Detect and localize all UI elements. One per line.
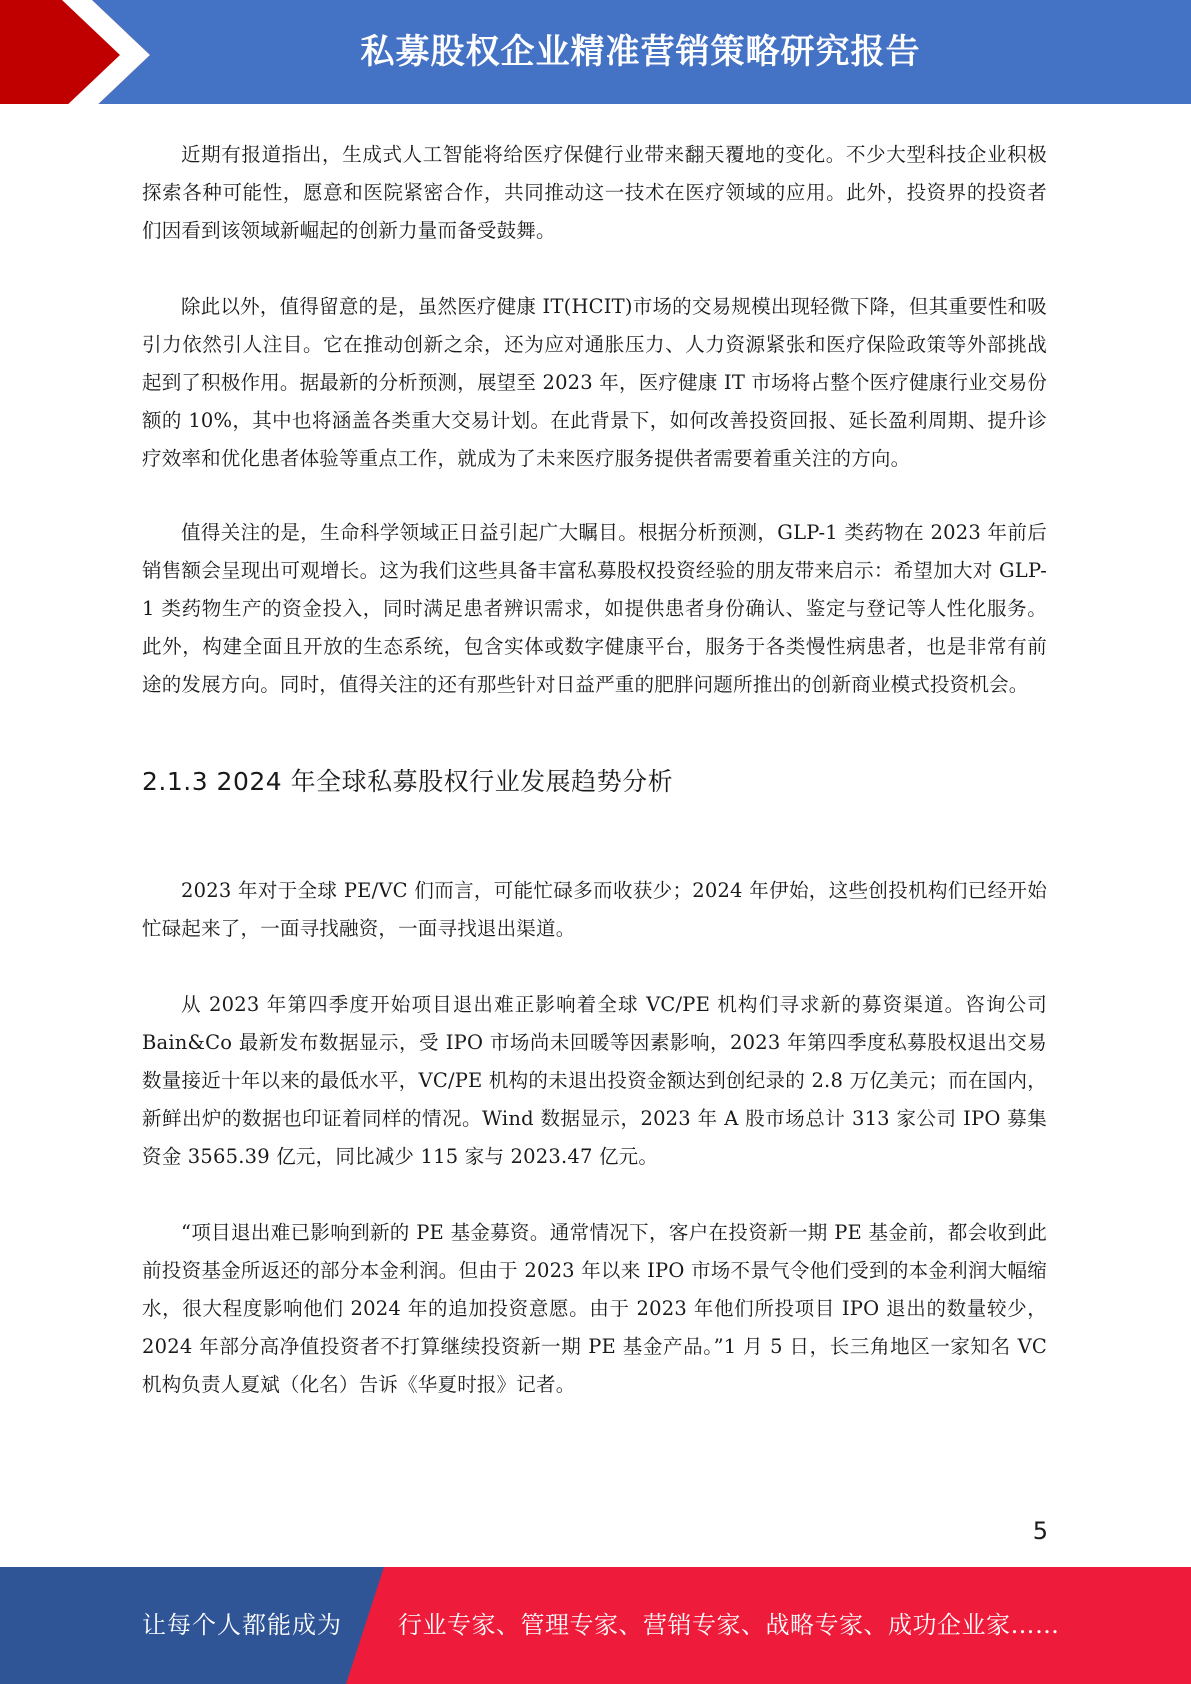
paragraph-quote: “项目退出难已影响到新的 PE 基金募资。通常情况下，客户在投资新一期 PE 基金前，都会收到此前投资基金所返还的部分本金利润。但由于 2023 年以来 IPO 市场不景气令他们受到的本金利润大幅缩水，很大程度影响他们 2024 年的追加投资意愿。由于 2023 年他们所投项目 IPO 退出的数量较少，2024 年部分高净值投资者不打算继续投资新一期 PE 基金产品。”1 月 5 日，长三角地区一家知名 VC 机构负责人夏斌（化名）告诉《华夏时报》记者。 (142, 1221, 1047, 1396)
paragraph-life-sciences: 值得关注的是，生命科学领域正日益引起广大瞩目。根据分析预测，GLP-1 类药物在 2023 年前后销售额会呈现出可观增长。这为我们这些具备丰富私募股权投资经验的朋友带来启示：希望加大对 GLP-1 类药物生产的资金投入，同时满足患者辨识需求，如提供患者身份确认、鉴定与登记等人性化服务。此外，构建全面且开放的生态系统，包含实体或数字健康平台，服务于各类慢性病患者，也是非常有前途的发展方向。同时，值得关注的还有那些针对日益严重的肥胖问题所推出的创新商业模式投资机会。 (142, 521, 1047, 696)
footer-slogan-left: 让每个人都能成为 (142, 1611, 342, 1639)
header-banner (0, 0, 1191, 110)
report-title: 私募股权企业精准营销策略研究报告 (360, 32, 921, 72)
paragraph-hcit-market: 除此以外，值得留意的是，虽然医疗健康 IT(HCIT)市场的交易规模出现轻微下降，但其重要性和吸引力依然引人注目。它在推动创新之余，还为应对通胀压力、人力资源紧张和医疗保险政策等外部挑战起到了积极作用。据最新的分析预测，展望至 2023 年，医疗健康 IT 市场将占整个医疗健康行业交易份额的 10%，其中也将涵盖各类重大交易计划。在此背景下，如何改善投资回报、延长盈利周期、提升诊疗效率和优化患者体验等重点工作，就成为了未来医疗服务提供者需要着重关注的方向。 (142, 295, 1047, 470)
paragraph-exit-difficulty: 从 2023 年第四季度开始项目退出难正影响着全球 VC/PE 机构们寻求新的募资渠道。咨询公司 Bain&Co 最新发布数据显示，受 IPO 市场尚未回暖等因素影响，2023 年第四季度私募股权退出交易数量接近十年以来的最低水平，VC/PE 机构的未退出投资金额达到创纪录的 2.8 万亿美元；而在国内，新鲜出炉的数据也印证着同样的情况。Wind 数据显示，2023 年 A 股市场总计 313 家公司 IPO 募集资金 3565.39 亿元，同比减少 115 家与 2023.47 亿元。 (142, 993, 1047, 1168)
page-content (142, 136, 1047, 1404)
paragraph-ai-healthcare: 近期有报道指出，生成式人工智能将给医疗保健行业带来翻天覆地的变化。不少大型科技企业积极探索各种可能性，愿意和医院紧密合作，共同推动这一技术在医疗领域的应用。此外，投资界的投资者们因看到该领域新崛起的创新力量而备受鼓舞。 (142, 143, 1047, 242)
footer-banner (0, 1567, 1191, 1684)
footer-slogan-right: 行业专家、管理专家、营销专家、战略专家、成功企业家…… (398, 1611, 1060, 1639)
page-number: 5 (1032, 1517, 1048, 1545)
section-heading: 2.1.3 2024 年全球私募股权行业发展趋势分析 (142, 767, 674, 796)
paragraph-pe-vc-2023: 2023 年对于全球 PE/VC 们而言，可能忙碌多而收获少；2024 年伊始，这些创投机构们已经开始忙碌起来了，一面寻找融资，一面寻找退出渠道。 (142, 879, 1047, 940)
